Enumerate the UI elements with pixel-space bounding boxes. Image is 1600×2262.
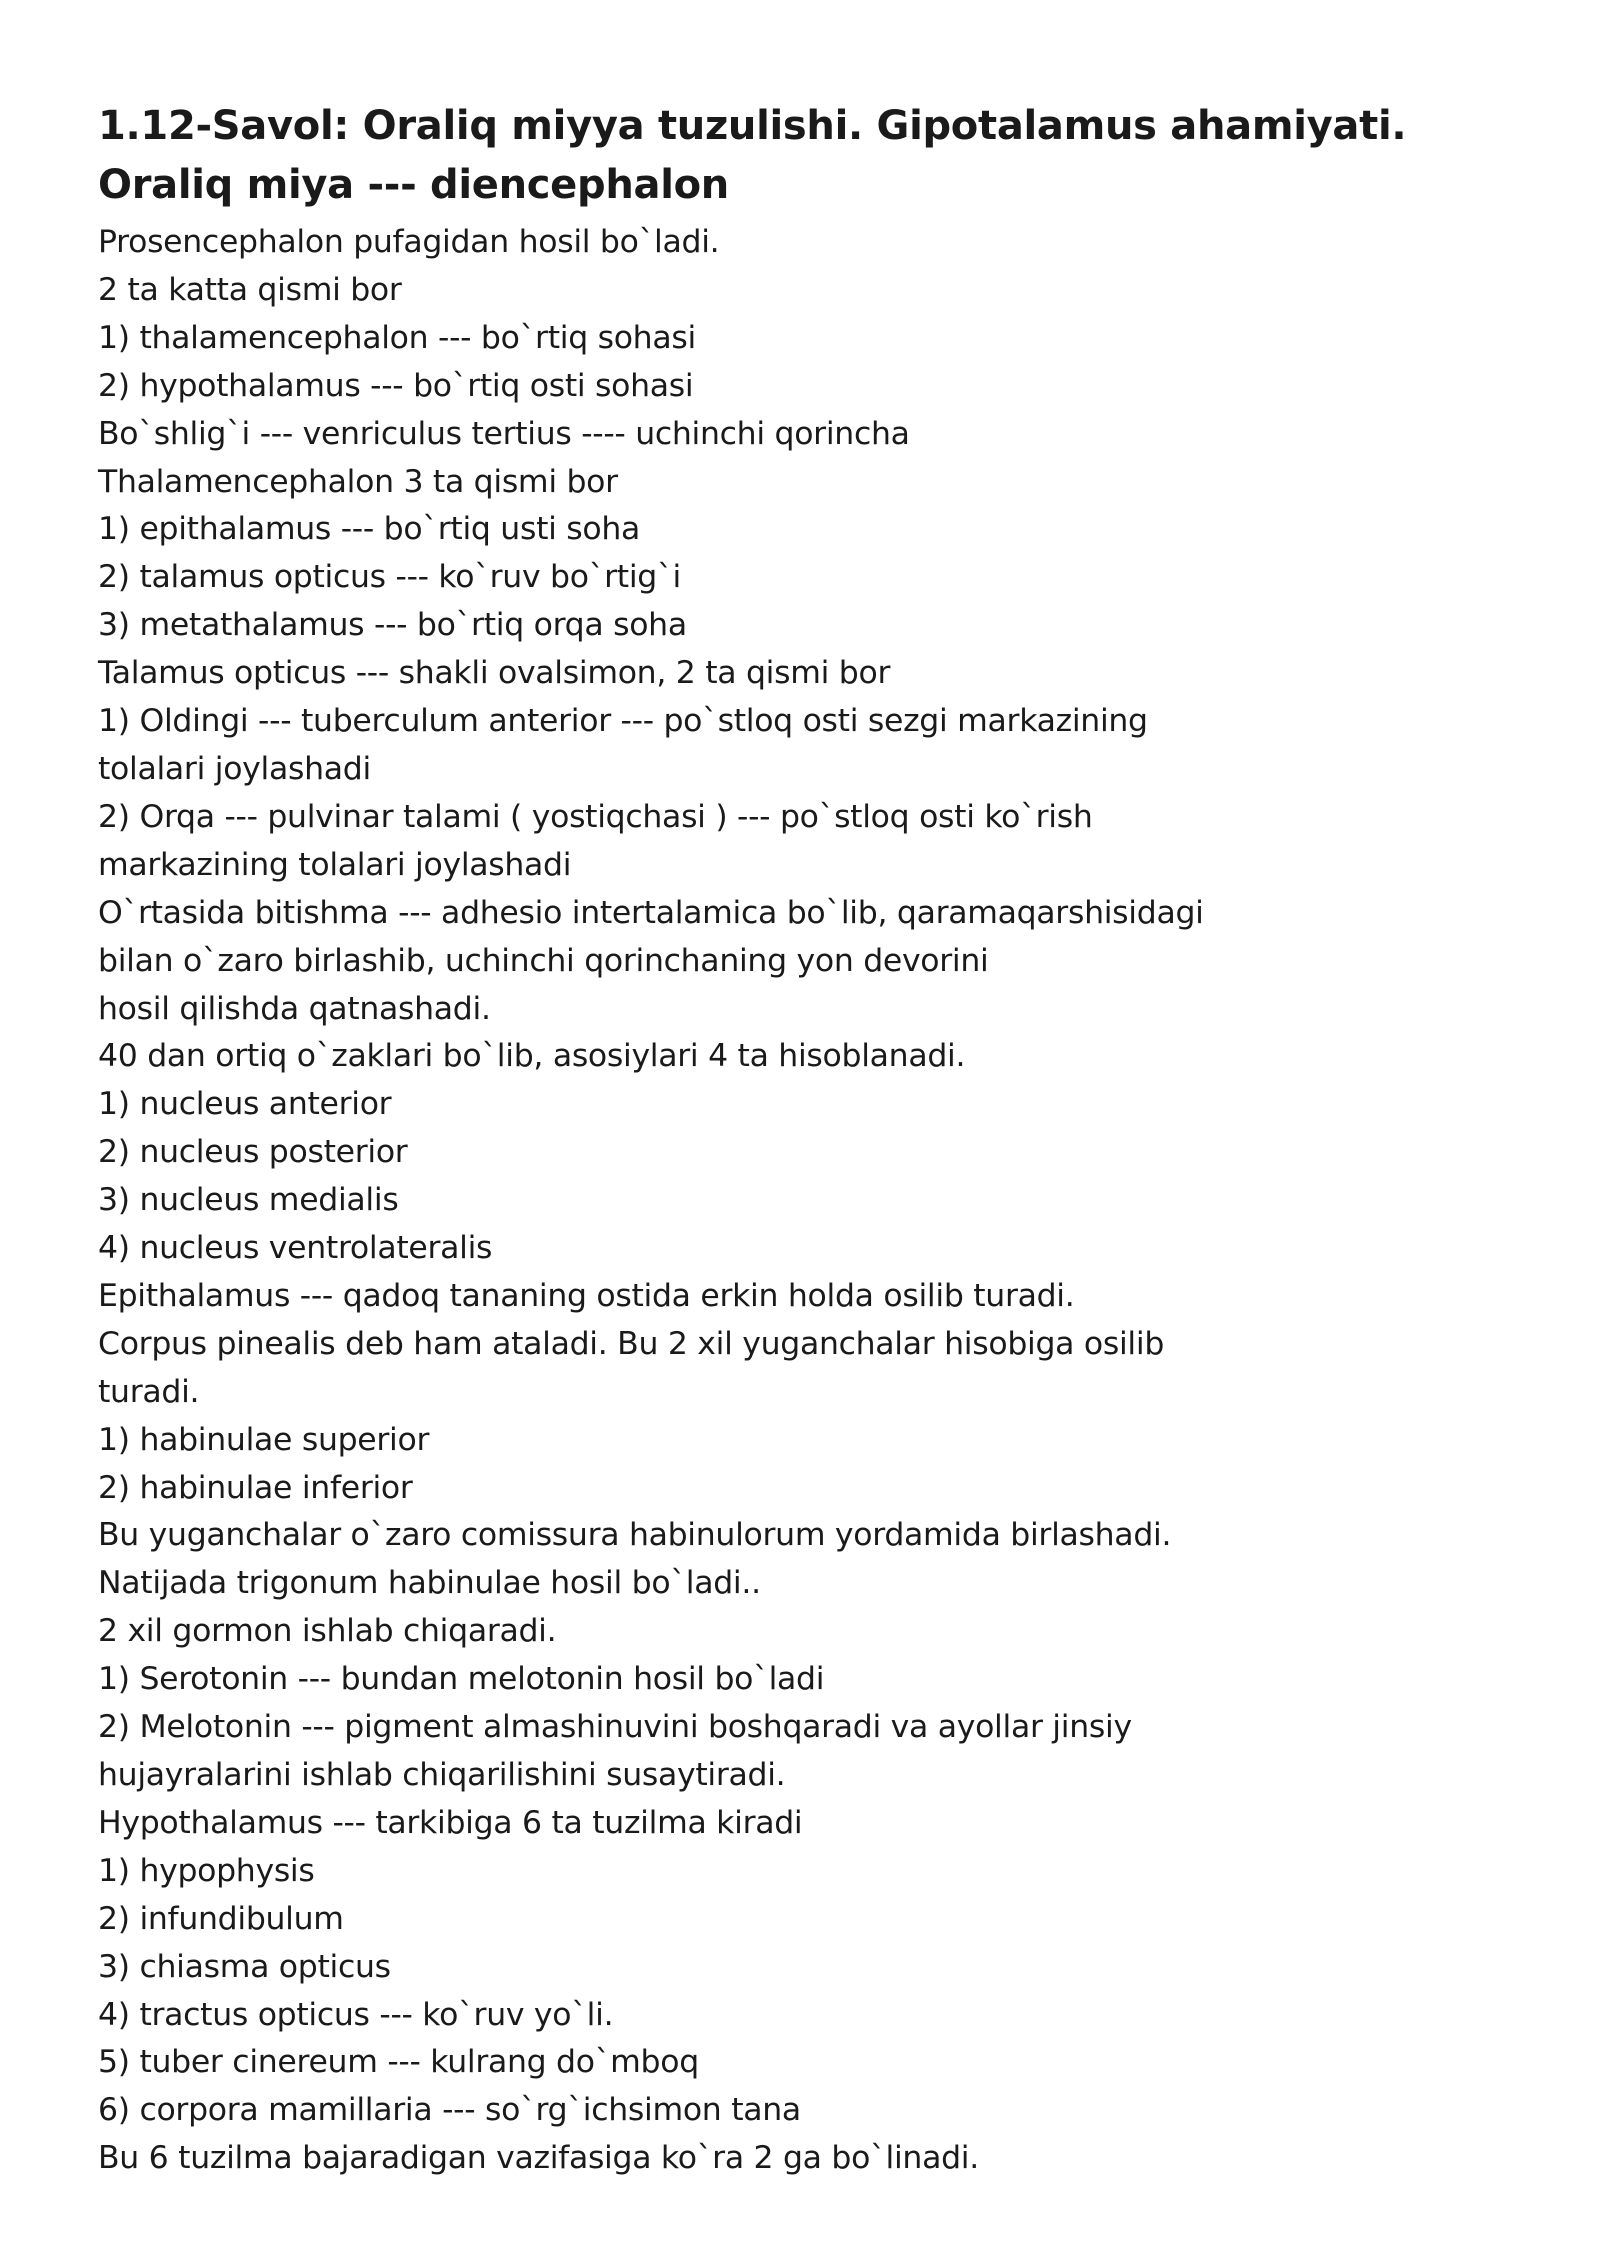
text-line: Epithalamus --- qadoq tananing ostida erkin holda osilib turadi. [98, 1277, 1075, 1314]
text-line: 4) nucleus ventrolateralis [98, 1230, 493, 1267]
text-line: 1) epithalamus --- bo`rtiq usti soha [98, 511, 641, 548]
text-line: 1) Oldingi --- tuberculum anterior --- po`stloq osti sezgi markazining [98, 703, 1148, 740]
document-title: 1.12-Savol: Oraliq miyya tuzulishi. Gipotalamus ahamiyati. [98, 103, 1407, 149]
text-line: 2 ta katta qismi bor [98, 271, 402, 308]
text-line: 6) corpora mamillaria --- so`rg`ichsimon tana [98, 2092, 801, 2129]
text-line: hujayralarini ishlab chiqarilishini susaytiradi. [98, 1757, 786, 1793]
text-line: 2) infundibulum [98, 1900, 344, 1937]
text-line: hosil qilishda qatnashadi. [98, 990, 491, 1027]
text-line: Corpus pinealis deb ham ataladi. Bu 2 xil yuganchalar hisobiga osilib [98, 1325, 1165, 1362]
text-line: 2) habinulae inferior [98, 1469, 413, 1506]
text-line: Talamus opticus --- shakli ovalsimon, 2 ta qismi bor [98, 655, 891, 692]
text-line: 2 xil gormon ishlab chiqaradi. [98, 1613, 557, 1650]
text-line: Natijada trigonum habinulae hosil bo`ladi.. [98, 1565, 761, 1602]
text-line: Bo`shlig`i --- venriculus tertius ---- uchinchi qorincha [98, 415, 910, 452]
text-line: tolalari joylashadi [98, 750, 371, 787]
text-line: 2) talamus opticus --- ko`ruv bo`rtig`i [98, 559, 681, 596]
document-subtitle: Oraliq miya --- diencephalon [98, 162, 729, 208]
text-line: Hypothalamus --- tarkibiga 6 ta tuzilma kiradi [98, 1804, 803, 1841]
text-line: 5) tuber cinereum --- kulrang do`mboq [98, 2044, 699, 2081]
text-line: 1) Serotonin --- bundan melotonin hosil bo`ladi [98, 1661, 825, 1698]
text-line: turadi. [98, 1373, 200, 1410]
document-page [98, 97, 1518, 2183]
text-line: 2) hypothalamus --- bo`rtiq osti sohasi [98, 367, 694, 404]
text-line: 3) chiasma opticus [98, 1948, 391, 1985]
text-line: 1) hypophysis [98, 1852, 315, 1889]
text-line: Thalamencephalon 3 ta qismi bor [98, 463, 618, 500]
text-line: Bu 6 tuzilma bajaradigan vazifasiga ko`ra 2 ga bo`linadi. [98, 2140, 979, 2177]
text-line: 4) tractus opticus --- ko`ruv yo`li. [98, 1996, 614, 2033]
text-line: markazining tolalari joylashadi [98, 846, 572, 883]
text-line: 40 dan ortiq o`zaklari bo`lib, asosiylari 4 ta hisoblanadi. [98, 1038, 966, 1075]
text-line: Bu yuganchalar o`zaro comissura habinulorum yordamida birlashadi. [98, 1517, 1172, 1554]
text-line: 2) Orqa --- pulvinar talami ( yostiqchasi ) --- po`stloq osti ko`rish [98, 798, 1093, 835]
text-line: bilan o`zaro birlashib, uchinchi qorinchaning yon devorini [98, 942, 989, 979]
text-line: 3) nucleus medialis [98, 1182, 399, 1219]
text-line: 3) metathalamus --- bo`rtiq orqa soha [98, 607, 687, 644]
text-line: 2) nucleus posterior [98, 1134, 408, 1171]
text-line: O`rtasida bitishma --- adhesio intertalamica bo`lib, qaramaqarshisidagi [98, 894, 1204, 931]
text-line: 1) habinulae superior [98, 1421, 430, 1458]
text-line: 2) Melotonin --- pigment almashinuvini boshqaradi va ayollar jinsiy [98, 1709, 1132, 1746]
document-body [98, 219, 1518, 2183]
text-line: 1) thalamencephalon --- bo`rtiq sohasi [98, 319, 696, 356]
text-line: Prosencephalon pufagidan hosil bo`ladi. [98, 224, 720, 260]
text-line: 1) nucleus anterior [98, 1086, 392, 1123]
